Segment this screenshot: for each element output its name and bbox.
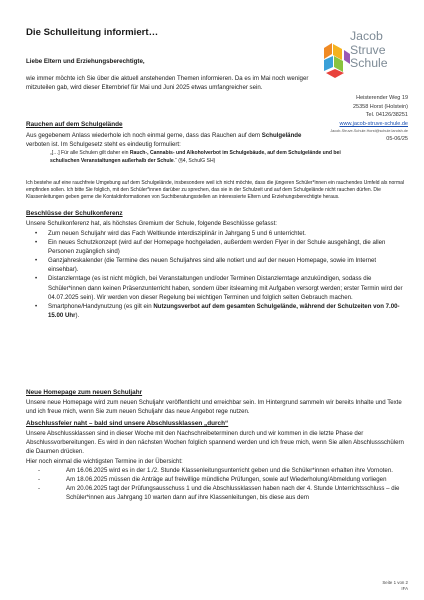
- quote-text-bold: Rauch-, Cannabis- und Alkoholverbot im Schulgebäude, auf dem Schulgelände und bei schulischen Veranstaltungen außerhalb der Schule: [50, 150, 341, 164]
- conference-list: [26, 229, 406, 320]
- dates-intro: Hier noch einmal die wichtigsten Termine in der Übersicht:: [26, 458, 183, 465]
- letter-date: 05-06/25: [386, 136, 408, 143]
- smoking-text: Aus gegebenem Anlass wiederhole ich noch einmal gerne, dass das Rauchen auf dem: [26, 132, 262, 139]
- school-logo: [322, 30, 408, 90]
- list-item: - Am 18.06.2025 müssen die Anträge auf freiwillige mündliche Prüfungen, sowie auf Wiederholung/Abmeldung vorliegen: [26, 475, 410, 484]
- page-number: Seite 1 von 2: [382, 580, 408, 585]
- list-item: - Am 16.06.2025 wird es in der 1./2. Stunde Klassenleitungsunterricht geben und die Schüler*innen erhalten ihre Vornoten.: [26, 466, 410, 475]
- intro-paragraph: wie immer möchte ich Sie über die aktuell anstehenden Themen informieren. Da es im Mai noch weniger mitzuteilen gab, wird dieser Elternbrief für Mai und Juni 2025 etwas umfangreicher sein.: [26, 75, 309, 92]
- list-item-text-bold: Nutzungsverbot auf dem gesamten Schulgelände, während der Schulzeiten von 7.00-15.00 Uhr: [48, 302, 400, 319]
- conference-intro: Unsere Schulkonferenz hat, als höchstes Gremium der Schule, folgende Beschlüsse gefasst:: [26, 220, 277, 227]
- graduation-paragraph: Unsere Abschlussklassen sind in dieser Woche mit den Nachschreibeterminen durch und wir kommen in die letzte Phase der Abschlussvorbereitungen. Es wird in den nächsten Wochen folglich spannend werden und ich freue mich, wenn Sie allen Abschlussschülern die Daumen drücken.: [26, 430, 404, 456]
- list-item: [26, 302, 406, 320]
- quote-text: .“ (§4, SchulG SH): [173, 157, 216, 164]
- quote-text: „[…] Für alle Schulen gilt daher ein: [50, 150, 130, 156]
- logo-line-1: Jacob: [350, 29, 383, 43]
- smoking-text-bold: Schulgelände: [261, 132, 302, 139]
- law-quote: [50, 150, 370, 165]
- logo-wordmark: [350, 30, 388, 71]
- list-item: • Distanzlerntage (es ist nicht möglich, bei Veranstaltungen und/oder Terminen Distanzlerntage anzukündigen, sodass die Schüler*innen dann keinen Präsenzunterricht haben, sondern über itslearning mit Aufgaben versorgt werden; erster Termin wird der 04.07.2025 sein). Wir werden von dieser Regelung bei wichtigen Terminen und folglich selten Gebrauch machen.: [26, 274, 406, 301]
- list-item-text: Smartphone/Handynutzung (es gilt ein: [48, 302, 154, 310]
- cube-logo-icon: [322, 40, 352, 80]
- homepage-heading: Neue Homepage zum neuen Schuljahr: [26, 389, 143, 396]
- greeting: Liebe Eltern und Erziehungsberechtigte,: [26, 58, 145, 65]
- page-title: Die Schulleitung informiert…: [26, 27, 159, 38]
- smoking-section: [26, 121, 326, 128]
- dates-list: [26, 466, 410, 502]
- smoking-paragraph-2: Ich bestehe auf eine rauchfreie Umgebung auf dem Schulgelände, insbesondere weil ich nicht möchte, dass die jüngeren Schüler*innen ein rauchendes Umfeld als normal empfinden sollen. Ich bitte Sie folglich, mit den Schüler*innen darüber zu sprechen, das sie in der Schulzeit und auf dem Schulgelände nicht rauchen dürfen. Die Klassenleitungen geben gerne die Kontaktinformationen von Suchtberatungsstellen an interessierte Eltern und Erziehungsberechtigte heraus.: [26, 180, 405, 201]
- homepage-paragraph: Unsere neue Homepage wird zum neuen Schuljahr veröffentlicht und erreichbar sein. Im Hintergrund sammeln wir bereits Inhalte und Texte und ich freue mich, wenn Sie zum neuen Schuljahr das neue Angebot rege nutzen.: [26, 399, 402, 416]
- graduation-heading: Abschlussfeier naht – bald sind unsere Abschlussklassen „durch“: [26, 420, 229, 427]
- address-phone: Tel. 04126/38251: [365, 112, 408, 119]
- address-block: [330, 94, 408, 144]
- address-street: Heisterender Weg 19: [356, 95, 408, 101]
- address-city: 25358 Horst (Holstein): [352, 103, 408, 110]
- list-item: • Ein neues Schutzkonzept (wird auf der Homepage hochgeladen, außerdem werden Flyer in der Schule ausgehängt, die allen Personen zugänglich sind): [26, 238, 406, 256]
- author-initials: IFA: [401, 586, 408, 592]
- smoking-paragraph-1: [26, 131, 326, 149]
- email-address: Jacob-Struve-Schule.Horst@schule.landsh.de: [330, 129, 408, 134]
- smoking-heading: Rauchen auf dem Schulgelände: [26, 121, 123, 128]
- list-item: - Am 20.06.2025 tagt der Prüfungsausschuss 1 und die Abschlussklassen haben nach der 4. Stunde Unterrichtsschluss – die Schüler*innen aus Jahrgang 10 warten dann auf ihre Klassenleitungen, bis diese aus dem: [26, 484, 410, 502]
- list-item-text: ).: [75, 311, 80, 319]
- list-item: • Ganzjahreskalender (die Termine des neuen Schuljahres sind alle notiert und auf der neuen Homepage, sowie im Internet einsehbar).: [26, 256, 406, 274]
- smoking-text: verboten ist. Im Schulgesetz steht es eindeutig formuliert:: [26, 141, 181, 149]
- conference-heading: Beschlüsse der Schulkonferenz: [26, 210, 123, 217]
- logo-line-3: Schule: [350, 56, 388, 71]
- list-item: • Zum neuen Schuljahr wird das Fach Weltkunde interdisziplinär in Jahrgang 5 und 6 unterrichtet.: [26, 229, 406, 238]
- page-footer: [382, 580, 408, 593]
- logo-line-2: Struve: [350, 42, 386, 57]
- website-link[interactable]: www.jacob-struve-schule.de: [339, 120, 408, 127]
